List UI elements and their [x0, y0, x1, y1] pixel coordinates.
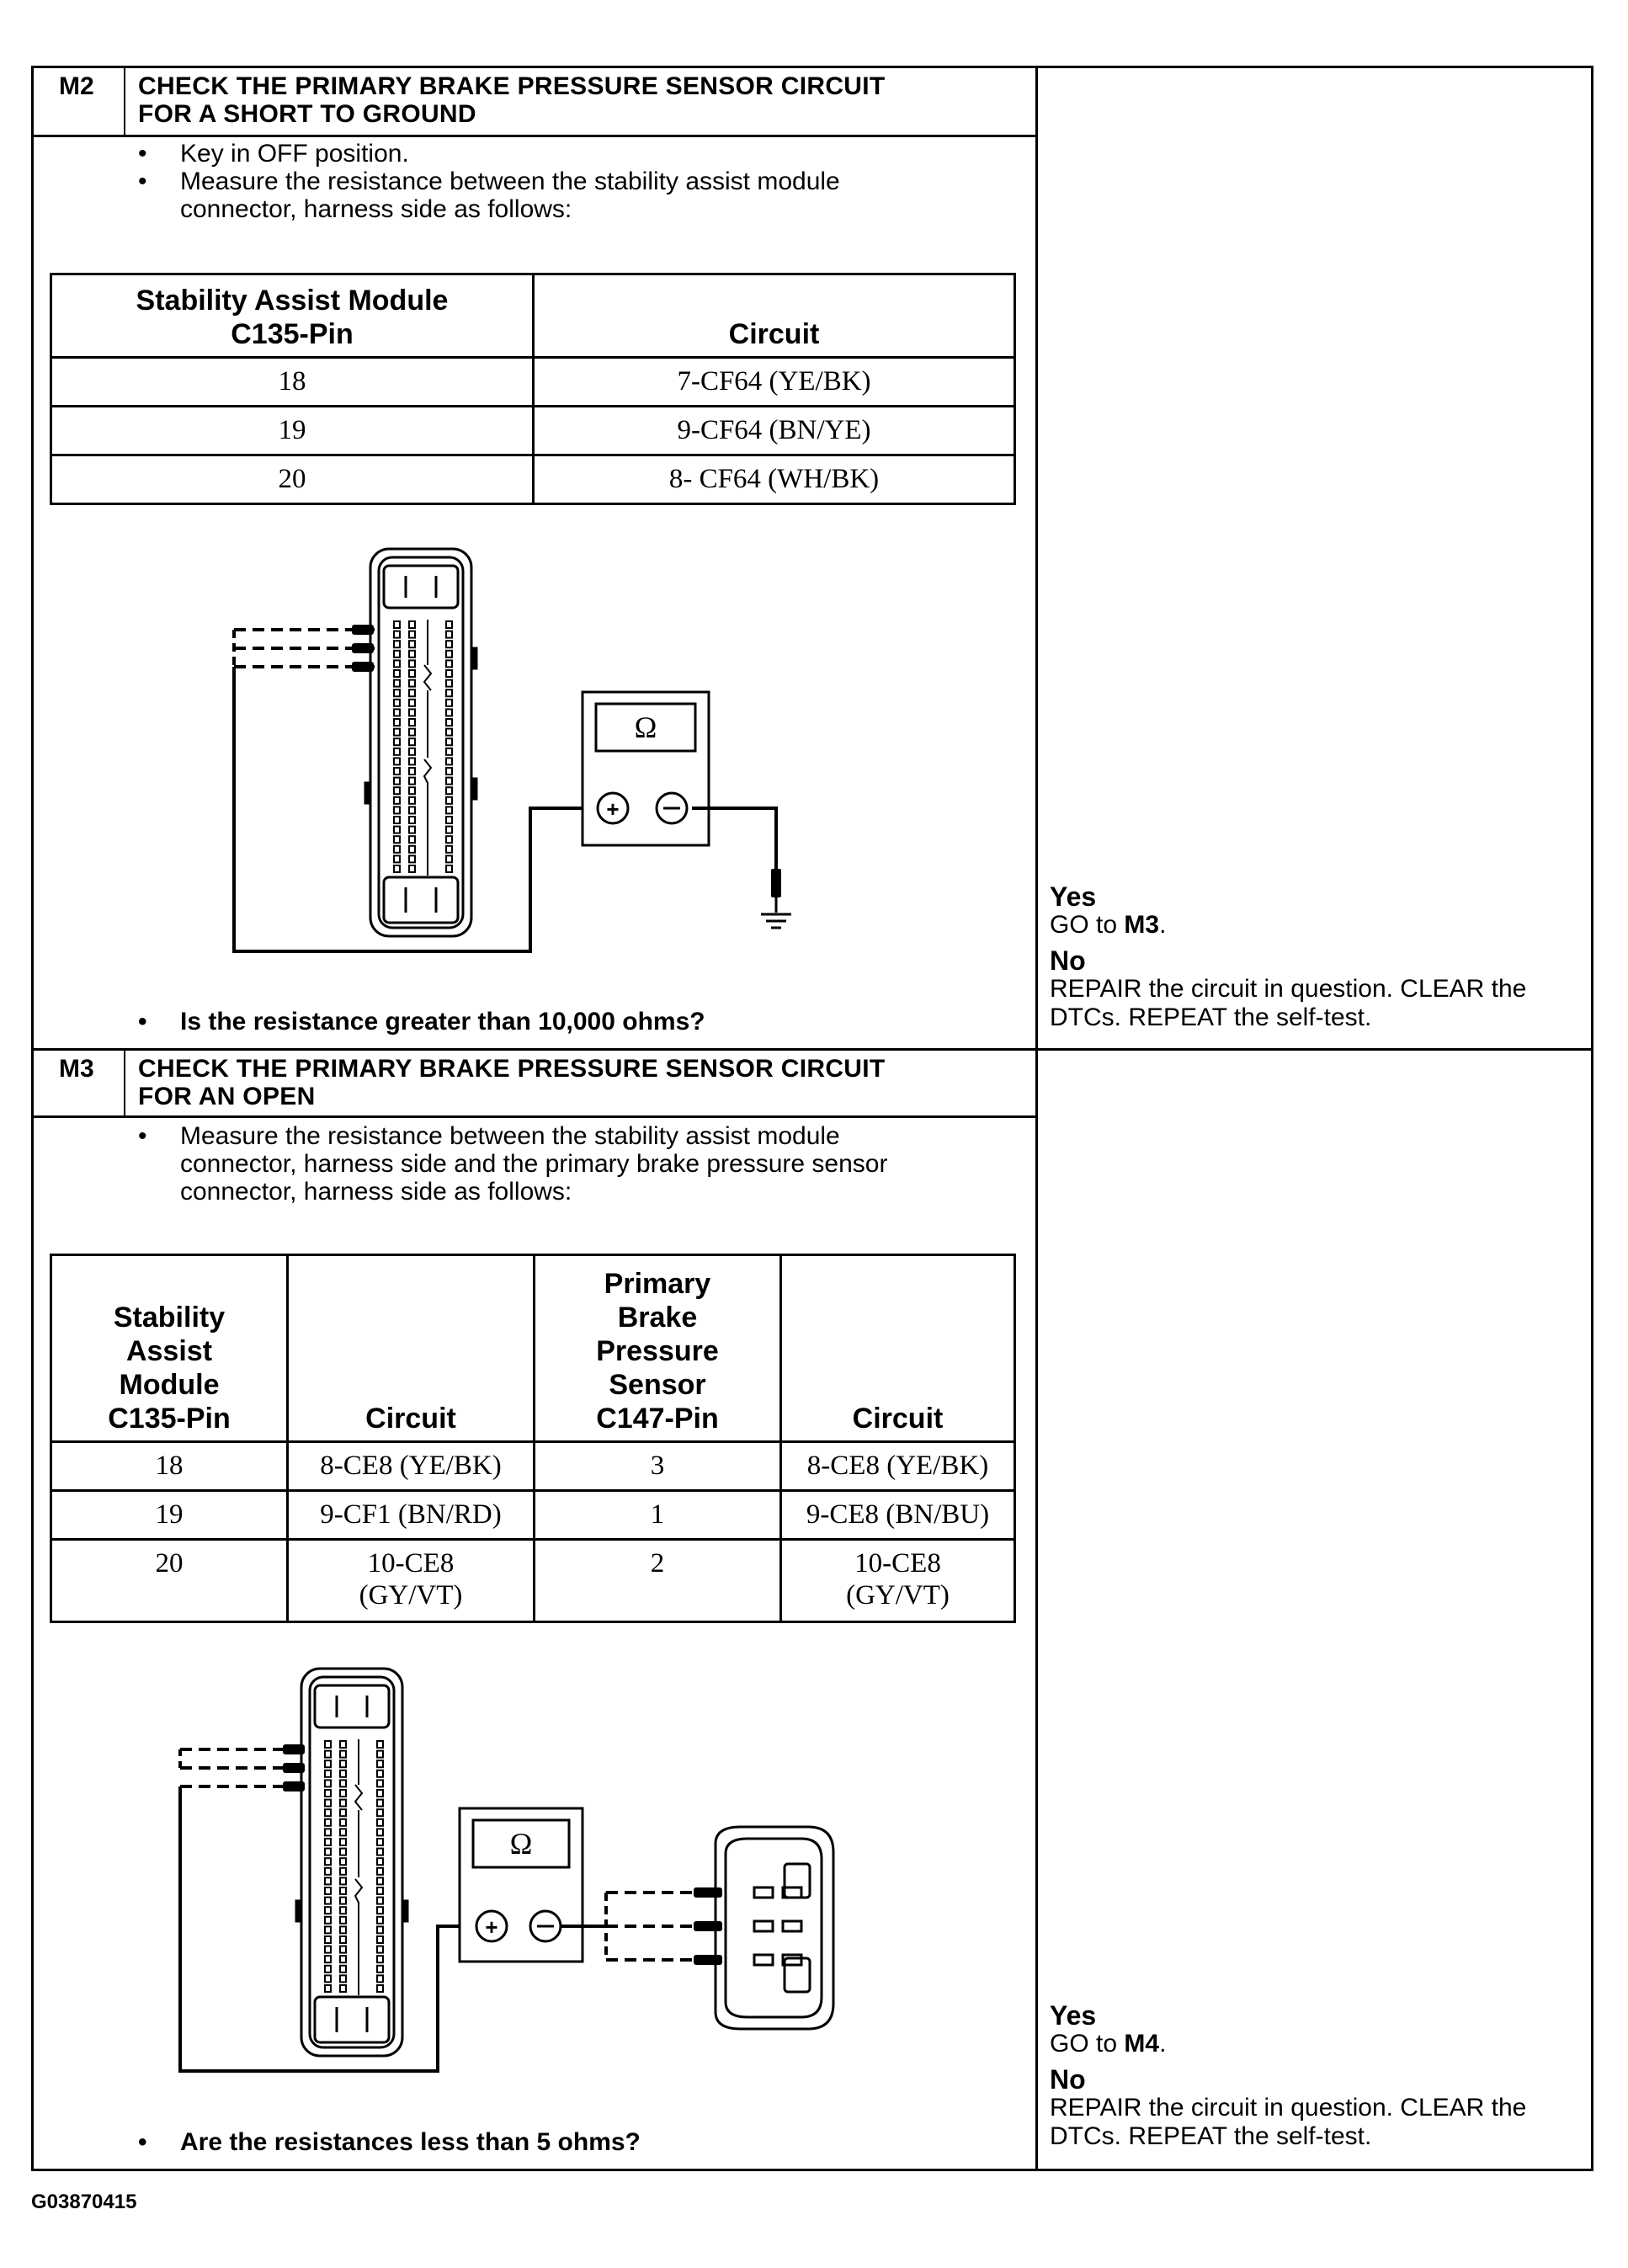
circuit-cell: 8-CE8 (YE/BK) — [781, 1442, 1015, 1491]
connector-pin — [325, 1839, 331, 1845]
connector-pin — [325, 1917, 331, 1924]
connector-pin — [409, 827, 415, 833]
connector-pin — [446, 729, 452, 736]
connector-pin — [446, 758, 452, 764]
bullet-glyph: • — [138, 168, 147, 195]
pin-cell: 19 — [51, 1491, 288, 1540]
connector-pin — [325, 1956, 331, 1962]
connector-pin — [377, 1741, 383, 1748]
connector-pin — [409, 748, 415, 755]
question-text: Is the resistance greater than 10,000 ohms? — [180, 1008, 705, 1036]
ground-icon — [761, 897, 791, 928]
header-circuit: Circuit — [534, 274, 1015, 358]
connector-pin — [409, 729, 415, 736]
no-action-line: REPAIR the circuit in question. CLEAR the — [1050, 975, 1527, 1003]
yes-action: GO to M4. — [1050, 2030, 1167, 2058]
connector-pin — [325, 1790, 331, 1797]
connector-pin — [340, 1790, 346, 1797]
connector-pin — [446, 787, 452, 794]
yes-target-link[interactable]: M4 — [1124, 2030, 1160, 2058]
connector-pin — [446, 846, 452, 853]
connector-pin — [446, 855, 452, 862]
connector-pin — [325, 1858, 331, 1865]
connector-pin — [340, 1819, 346, 1826]
step-header-rule — [31, 1115, 1038, 1118]
header-line: Stability — [113, 1302, 226, 1334]
connector-pin — [394, 865, 400, 872]
connector-pin — [446, 836, 452, 843]
connector-pin — [340, 1898, 346, 1904]
probe-tips — [283, 1744, 722, 1965]
column-divider — [1035, 66, 1038, 2171]
connector-pin — [325, 1800, 331, 1807]
no-action-line: REPAIR the circuit in question. CLEAR the — [1050, 2094, 1527, 2122]
connector-pin — [340, 1858, 346, 1865]
connector-key-line — [355, 1739, 362, 1995]
connector-pin — [377, 1956, 383, 1962]
connector-pin — [377, 1926, 383, 1933]
connector-pin — [325, 1877, 331, 1884]
table-row — [51, 1540, 1015, 1622]
connector-pin — [409, 797, 415, 804]
wiring-diagram-m2 — [219, 539, 859, 960]
connector-pin — [377, 1800, 383, 1807]
connector-pin — [325, 1907, 331, 1914]
connector-pin — [325, 1985, 331, 1992]
module-connector-icon — [365, 549, 476, 936]
connector-pin — [394, 660, 400, 667]
connector-pin-rows — [394, 620, 452, 876]
bullet-glyph: • — [138, 1122, 147, 1150]
connector-pin — [340, 1751, 346, 1758]
connector-pin — [325, 1887, 331, 1894]
connector-pin — [340, 1917, 346, 1924]
connector-pin — [340, 1985, 346, 1992]
step-title-m3 — [138, 1055, 886, 1110]
connector-pin — [340, 1907, 346, 1914]
circuit-line: 10-CE8 — [367, 1548, 455, 1579]
connector-pin — [394, 651, 400, 658]
connector-pin — [377, 1751, 383, 1758]
connector-pin — [325, 1829, 331, 1835]
connector-pin — [325, 1898, 331, 1904]
table-header-row — [51, 274, 1015, 358]
connector-pin — [409, 719, 415, 726]
instruction-text: Measure the resistance between the stability assist module — [180, 168, 840, 195]
circuit-cell: 8- CF64 (WH/BK) — [534, 455, 1015, 504]
connector-pin — [409, 660, 415, 667]
connector-pin — [394, 729, 400, 736]
step-id-m2: M2 — [59, 72, 94, 100]
ohm-symbol: Ω — [509, 1827, 533, 1861]
pin-cell: 20 — [51, 1540, 288, 1622]
connector-pin — [377, 1809, 383, 1816]
connector-pin — [340, 1946, 346, 1953]
connector-pin — [340, 1780, 346, 1786]
connector-pin — [340, 1849, 346, 1855]
no-label: No — [1050, 2064, 1086, 2095]
connector-pin — [446, 709, 452, 716]
yes-text: GO to — [1050, 911, 1118, 939]
circuit-cell: 8-CE8 (YE/BK) — [288, 1442, 535, 1491]
instruction-text: connector, harness side and the primary brake pressure sensor — [180, 1150, 888, 1178]
connector-pin — [340, 1760, 346, 1767]
connector-pin — [325, 1849, 331, 1855]
connector-pin — [409, 689, 415, 696]
connector-pin — [394, 670, 400, 677]
circuit-cell — [781, 1540, 1015, 1622]
connector-pin — [377, 1985, 383, 1992]
connector-pin — [325, 1809, 331, 1816]
connector-pin — [446, 719, 452, 726]
connector-pin — [377, 1946, 383, 1953]
connector-pin — [446, 651, 452, 658]
instruction-text: Key in OFF position. — [180, 140, 409, 168]
table-row — [51, 358, 1015, 407]
connector-pin — [325, 1926, 331, 1933]
connector-pin — [409, 855, 415, 862]
connector-pin — [446, 660, 452, 667]
header-line: Sensor — [609, 1369, 706, 1401]
step-id-m3: M3 — [59, 1055, 94, 1083]
header-line: Pressure — [596, 1335, 719, 1367]
header-circuit: Circuit — [781, 1255, 1015, 1442]
connector-pin — [446, 748, 452, 755]
connector-pin — [394, 855, 400, 862]
connector-pin — [446, 797, 452, 804]
connector-pin — [325, 1936, 331, 1943]
connector-pin — [377, 1839, 383, 1845]
bullet-glyph: • — [138, 2128, 147, 2156]
header-line: C147-Pin — [596, 1403, 719, 1435]
connector-pin — [377, 1819, 383, 1826]
connector-pin — [446, 807, 452, 813]
connector-pin — [377, 1790, 383, 1797]
connector-pin — [394, 836, 400, 843]
connector-pin — [409, 631, 415, 638]
connector-pin — [394, 680, 400, 687]
pin-cell: 19 — [51, 407, 534, 455]
pin-cell: 2 — [535, 1540, 781, 1622]
connector-pin — [446, 817, 452, 823]
connector-pin — [325, 1868, 331, 1875]
connector-pin — [377, 1858, 383, 1865]
step-title-line: CHECK THE PRIMARY BRAKE PRESSURE SENSOR CIRCUIT — [138, 1055, 886, 1083]
connector-pin — [409, 738, 415, 745]
connector-pin — [394, 700, 400, 706]
table-row — [51, 407, 1015, 455]
connector-pin — [409, 778, 415, 785]
sensor-connector-icon — [716, 1827, 833, 2029]
pin-circuit-table-m3 — [50, 1254, 1016, 1623]
connector-pin — [325, 1975, 331, 1982]
connector-pin — [325, 1966, 331, 1973]
header-line: Brake — [617, 1302, 698, 1334]
instruction-text: Measure the resistance between the stability assist module — [180, 1122, 840, 1150]
instruction-text: connector, harness side as follows: — [180, 195, 572, 223]
connector-pin — [377, 1877, 383, 1884]
test-lead-wires — [180, 1749, 699, 2071]
pin-cell: 3 — [535, 1442, 781, 1491]
header-line: Primary — [604, 1268, 711, 1300]
connector-pin — [377, 1829, 383, 1835]
connector-pin — [394, 807, 400, 813]
connector-pin — [340, 1829, 346, 1835]
connector-pin — [446, 631, 452, 638]
connector-pin — [409, 641, 415, 647]
connector-pin — [377, 1975, 383, 1982]
connector-pin — [325, 1946, 331, 1953]
connector-pin — [394, 709, 400, 716]
ohmmeter-icon — [460, 1808, 583, 1962]
connector-key-line — [424, 620, 431, 876]
pin-cell: 18 — [51, 358, 534, 407]
connector-pin — [409, 787, 415, 794]
probe-tips — [352, 625, 781, 897]
connector-pin — [394, 738, 400, 745]
header-line: Module — [119, 1369, 220, 1401]
connector-pin — [446, 700, 452, 706]
connector-pin — [377, 1917, 383, 1924]
result-m2 — [1050, 882, 1597, 1032]
connector-pin — [409, 700, 415, 706]
pin-cell: 18 — [51, 1442, 288, 1491]
connector-pin — [394, 817, 400, 823]
table-row — [51, 1491, 1015, 1540]
connector-pin — [325, 1770, 331, 1777]
connector-pin — [446, 670, 452, 677]
header-line: Assist — [125, 1335, 213, 1367]
connector-pin — [409, 836, 415, 843]
connector-pin — [325, 1819, 331, 1826]
header-circuit: Circuit — [288, 1255, 535, 1442]
step-id-divider — [124, 66, 125, 137]
connector-pin — [340, 1975, 346, 1982]
connector-pin — [377, 1760, 383, 1767]
connector-pin — [409, 846, 415, 853]
connector-pin — [377, 1936, 383, 1943]
circuit-cell: 9-CE8 (BN/BU) — [781, 1491, 1015, 1540]
connector-pin — [340, 1868, 346, 1875]
circuit-cell: 9-CF1 (BN/RD) — [288, 1491, 535, 1540]
circuit-cell — [288, 1540, 535, 1622]
no-action-line: DTCs. REPEAT the self-test. — [1050, 1004, 1372, 1031]
connector-pin — [340, 1741, 346, 1748]
connector-pin — [340, 1809, 346, 1816]
connector-pin — [377, 1907, 383, 1914]
connector-pin — [394, 787, 400, 794]
circuit-cell: 9-CF64 (BN/YE) — [534, 407, 1015, 455]
connector-pin — [394, 846, 400, 853]
connector-pin — [377, 1966, 383, 1973]
connector-pin — [446, 865, 452, 872]
connector-pin — [394, 641, 400, 647]
connector-pin — [394, 748, 400, 755]
svg-text:+: + — [485, 1914, 498, 1940]
yes-target-link[interactable]: M3 — [1124, 911, 1160, 939]
connector-pin — [340, 1770, 346, 1777]
result-m3 — [1050, 2001, 1597, 2151]
header-line: C135-Pin — [108, 1403, 231, 1435]
instruction-text: connector, harness side as follows: — [180, 1178, 572, 1206]
connector-pin — [394, 689, 400, 696]
connector-pin — [340, 1966, 346, 1973]
table-row — [51, 455, 1015, 504]
connector-pin — [377, 1849, 383, 1855]
header-line: Stability Assist Module — [136, 285, 449, 317]
step-separator — [31, 1048, 1593, 1051]
connector-pin — [394, 768, 400, 775]
connector-pin — [409, 807, 415, 813]
connector-pin — [446, 680, 452, 687]
connector-pin — [394, 621, 400, 628]
bullet-glyph: • — [138, 1008, 147, 1036]
circuit-cell: 7-CF64 (YE/BK) — [534, 358, 1015, 407]
connector-pin — [446, 778, 452, 785]
connector-pin — [409, 709, 415, 716]
table-header-row — [51, 1255, 1015, 1442]
connector-pin — [446, 738, 452, 745]
table-row — [51, 1442, 1015, 1491]
connector-pin — [394, 797, 400, 804]
connector-pin — [340, 1800, 346, 1807]
question-text: Are the resistances less than 5 ohms? — [180, 2128, 641, 2156]
connector-pin — [409, 817, 415, 823]
yes-action: GO to M3. — [1050, 911, 1167, 939]
connector-pin — [340, 1887, 346, 1894]
step-title-line: CHECK THE PRIMARY BRAKE PRESSURE SENSOR CIRCUIT — [138, 72, 886, 100]
connector-pin — [409, 621, 415, 628]
connector-pin — [377, 1780, 383, 1786]
connector-pin — [394, 827, 400, 833]
connector-pin — [409, 670, 415, 677]
pin-cell: 1 — [535, 1491, 781, 1540]
step-title-line: FOR AN OPEN — [138, 1083, 316, 1110]
yes-text: GO to — [1050, 2030, 1118, 2058]
connector-pin — [325, 1741, 331, 1748]
circuit-line: (GY/VT) — [846, 1580, 950, 1610]
connector-pin — [409, 758, 415, 764]
connector-pin — [394, 758, 400, 764]
figure-code: G03870415 — [31, 2191, 137, 2213]
connector-pin — [409, 768, 415, 775]
header-pin — [51, 274, 534, 358]
bullet-glyph: • — [138, 140, 147, 168]
step-title-m2 — [138, 72, 886, 128]
no-action-line: DTCs. REPEAT the self-test. — [1050, 2122, 1372, 2150]
pin-circuit-table-m2 — [50, 273, 1016, 505]
connector-pin — [409, 680, 415, 687]
connector-pin — [446, 621, 452, 628]
connector-pin — [325, 1780, 331, 1786]
connector-pin — [394, 778, 400, 785]
connector-pin — [446, 768, 452, 775]
connector-pin — [394, 631, 400, 638]
svg-text:+: + — [606, 796, 620, 822]
connector-pin — [409, 865, 415, 872]
header-line: C135-Pin — [231, 318, 354, 350]
no-label: No — [1050, 945, 1086, 976]
connector-pin — [377, 1770, 383, 1777]
connector-pin — [377, 1868, 383, 1875]
connector-pin — [409, 651, 415, 658]
circuit-line: (GY/VT) — [359, 1580, 463, 1610]
circuit-line: 10-CE8 — [854, 1548, 941, 1579]
test-lead-wires — [234, 630, 776, 951]
connector-pin — [446, 827, 452, 833]
connector-pin — [394, 719, 400, 726]
connector-pin — [377, 1887, 383, 1894]
header-module-pin — [51, 1255, 288, 1442]
step-header-rule — [31, 135, 1038, 137]
connector-pin — [446, 689, 452, 696]
module-connector-icon — [296, 1669, 407, 2056]
step-title-line: FOR A SHORT TO GROUND — [138, 100, 476, 128]
connector-pin — [377, 1898, 383, 1904]
connector-pin-rows — [325, 1739, 383, 1995]
connector-pin — [325, 1751, 331, 1758]
connector-pin — [325, 1760, 331, 1767]
connector-pin — [340, 1936, 346, 1943]
connector-pin — [340, 1877, 346, 1884]
wiring-diagram-m3 — [168, 1658, 884, 2079]
connector-pin — [340, 1926, 346, 1933]
yes-label: Yes — [1050, 2000, 1097, 2031]
yes-label: Yes — [1050, 881, 1097, 912]
ohm-symbol: Ω — [634, 711, 657, 744]
pin-cell: 20 — [51, 455, 534, 504]
connector-pin — [340, 1839, 346, 1845]
step-id-divider — [124, 1048, 125, 1118]
header-sensor-pin — [535, 1255, 781, 1442]
connector-pin — [340, 1956, 346, 1962]
ohmmeter-icon — [583, 692, 709, 845]
connector-pin — [446, 641, 452, 647]
